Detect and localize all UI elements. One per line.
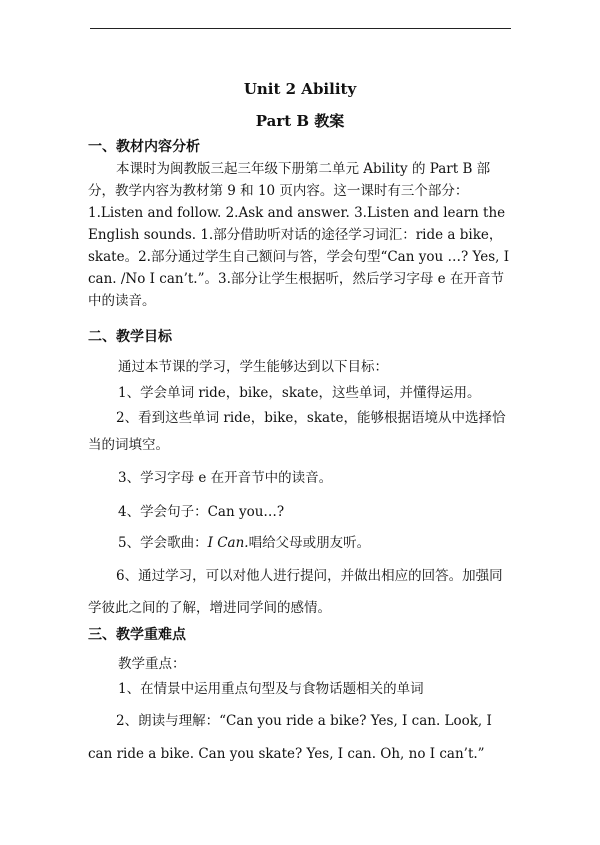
section-heading-key-points: 三、教学重难点 [88,627,186,643]
objective-item: 3、学习字母 e 在开音节中的读音。 [118,470,333,486]
objective-item-suffix: 唱给父母或朋友听。 [248,535,371,551]
key-points-label: 教学重点： [118,656,186,672]
objectives-intro: 通过本节课的学习，学生能够达到以下目标： [118,359,388,375]
section-paragraph-analysis: 本课时为闽教版三起三年级下册第二单元 Ability 的 Part B 部分，教学内容为教材第 9 和 10 页内容。这一课时有三个部分：1.Listen and follow. 2.Ask and answer. 3.Listen and learn the English sounds. 1.部分借助听对话的途径学习词汇：ride a bike，skate。2.部分通过学生自己额问与答，学会句型“Can you …? Yes, I can. /No I can’t.”。3.部分让学生根据听，然后学习字母 e 在开音节中的读音。 [88,161,510,309]
objective-item: 1、学会单词 ride，bike，skate，这些单词，并懂得运用。 [118,385,481,401]
section-heading-analysis: 一、教材内容分析 [88,139,200,155]
objective-item [118,531,370,551]
document-subtitle: Part B 教案 [255,112,345,130]
document-title: Unit 2 Ability [243,80,357,98]
objective-item: 2、看到这些单词 ride，bike，skate，能够根据语境从中选择恰当的词填空。 [88,410,506,453]
song-title: I Can. [207,535,249,551]
objective-item: 6、通过学习，可以对他人进行提问，并做出相应的回答。加强同学彼此之间的了解，增进同学间的感情。 [88,568,503,616]
objective-item: 4、学会句子：Can you…? [118,504,285,520]
header-rule [90,28,511,29]
key-point-item: 1、在情景中运用重点句型及与食物话题相关的单词 [118,681,424,697]
key-point-item: 2、朗读与理解：“Can you ride a bike? Yes, I can. Look, I can ride a bike. Can you skate? Yes, I can. Oh, no I can’t.” [88,713,492,762]
section-heading-objectives: 二、教学目标 [88,329,172,345]
objective-item-prefix: 5、学会歌曲： [118,535,208,551]
